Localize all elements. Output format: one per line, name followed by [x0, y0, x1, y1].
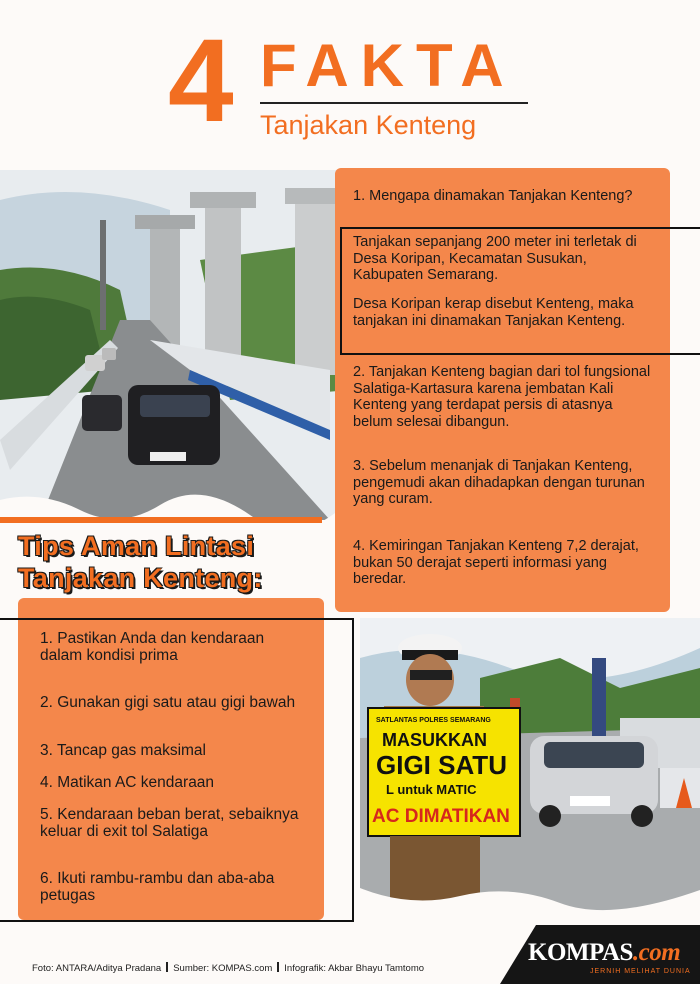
fact-1-question: 1. Mengapa dinamakan Tanjakan Kenteng?: [353, 188, 633, 204]
highway-photo: [0, 170, 350, 520]
sign-header: SATLANTAS POLRES SEMARANG: [376, 717, 491, 724]
tips-title-line-1: Tips Aman Lintasi: [18, 531, 255, 561]
police-photo: [360, 618, 700, 918]
photo-credit: Foto: ANTARA/Aditya Pradana: [32, 963, 162, 974]
brand-tagline: JERNIH MELIHAT DUNIA: [590, 968, 691, 975]
tip-item-3: 3. Tancap gas maksimal: [40, 742, 206, 759]
sign-line-3: L untuk MATIC: [386, 782, 477, 797]
infographic-credit: Infografik: Akbar Bhayu Tamtomo: [284, 963, 425, 974]
title-fakta: FAKTA: [260, 32, 516, 99]
title-number: 4: [168, 15, 234, 147]
brand-name: KOMPAS: [528, 939, 633, 966]
sign-line-4: AC DIMATIKAN: [372, 806, 510, 827]
fact-2: 2. Tanjakan Kenteng bagian dari tol fungsional Salatiga-Kartasura karena jembatan Kali Kenteng yang terdapat persis di atasnya belum selesai dibangun.: [353, 364, 651, 430]
credit-separator: [277, 962, 279, 972]
fact-4: 4. Kemiringan Tanjakan Kenteng 7,2 derajat, bukan 50 derajat seperti informasi yang beredar.: [353, 538, 639, 587]
credit-separator: [166, 962, 168, 972]
fact-1-answer-1: Tanjakan sepanjang 200 meter ini terletak di Desa Koripan, Kecamatan Susukan, Kabupaten Semarang.: [353, 234, 637, 283]
tip-item-1: 1. Pastikan Anda dan kendaraan dalam kondisi prima: [40, 630, 265, 664]
fact-1-highlight-frame: [340, 227, 700, 355]
tip-item-6: 6. Ikuti rambu-rambu dan aba-aba petugas: [40, 870, 275, 904]
fact-1-answer-2: Desa Koripan kerap disebut Kenteng, maka tanjakan ini dinamakan Tanjakan Kenteng.: [353, 296, 634, 329]
source-credit: Sumber: KOMPAS.com: [173, 963, 273, 974]
sign-line-2: GIGI SATU: [376, 750, 507, 780]
title-subtitle: Tanjakan Kenteng: [260, 110, 477, 140]
kompas-logo: [528, 940, 680, 965]
tips-title-line-2: Tanjakan Kenteng:: [18, 563, 263, 593]
tip-item-4: 4. Matikan AC kendaraan: [40, 774, 215, 791]
infographic-title: [168, 15, 538, 150]
brand-suffix: .com: [632, 939, 681, 966]
title-divider: [260, 102, 528, 104]
fact-3: 3. Sebelum menanjak di Tanjakan Kenteng, pengemudi akan dihadapkan dengan turunan yang curam.: [353, 458, 645, 507]
tip-item-2: 2. Gunakan gigi satu atau gigi bawah: [40, 694, 296, 711]
tips-title: [18, 530, 328, 594]
sign-line-1: MASUKKAN: [382, 730, 487, 750]
tips-divider: [0, 517, 322, 523]
tip-item-5: 5. Kendaraan beban berat, sebaiknya keluar di exit tol Salatiga: [40, 806, 299, 840]
credits-line: [32, 962, 424, 974]
